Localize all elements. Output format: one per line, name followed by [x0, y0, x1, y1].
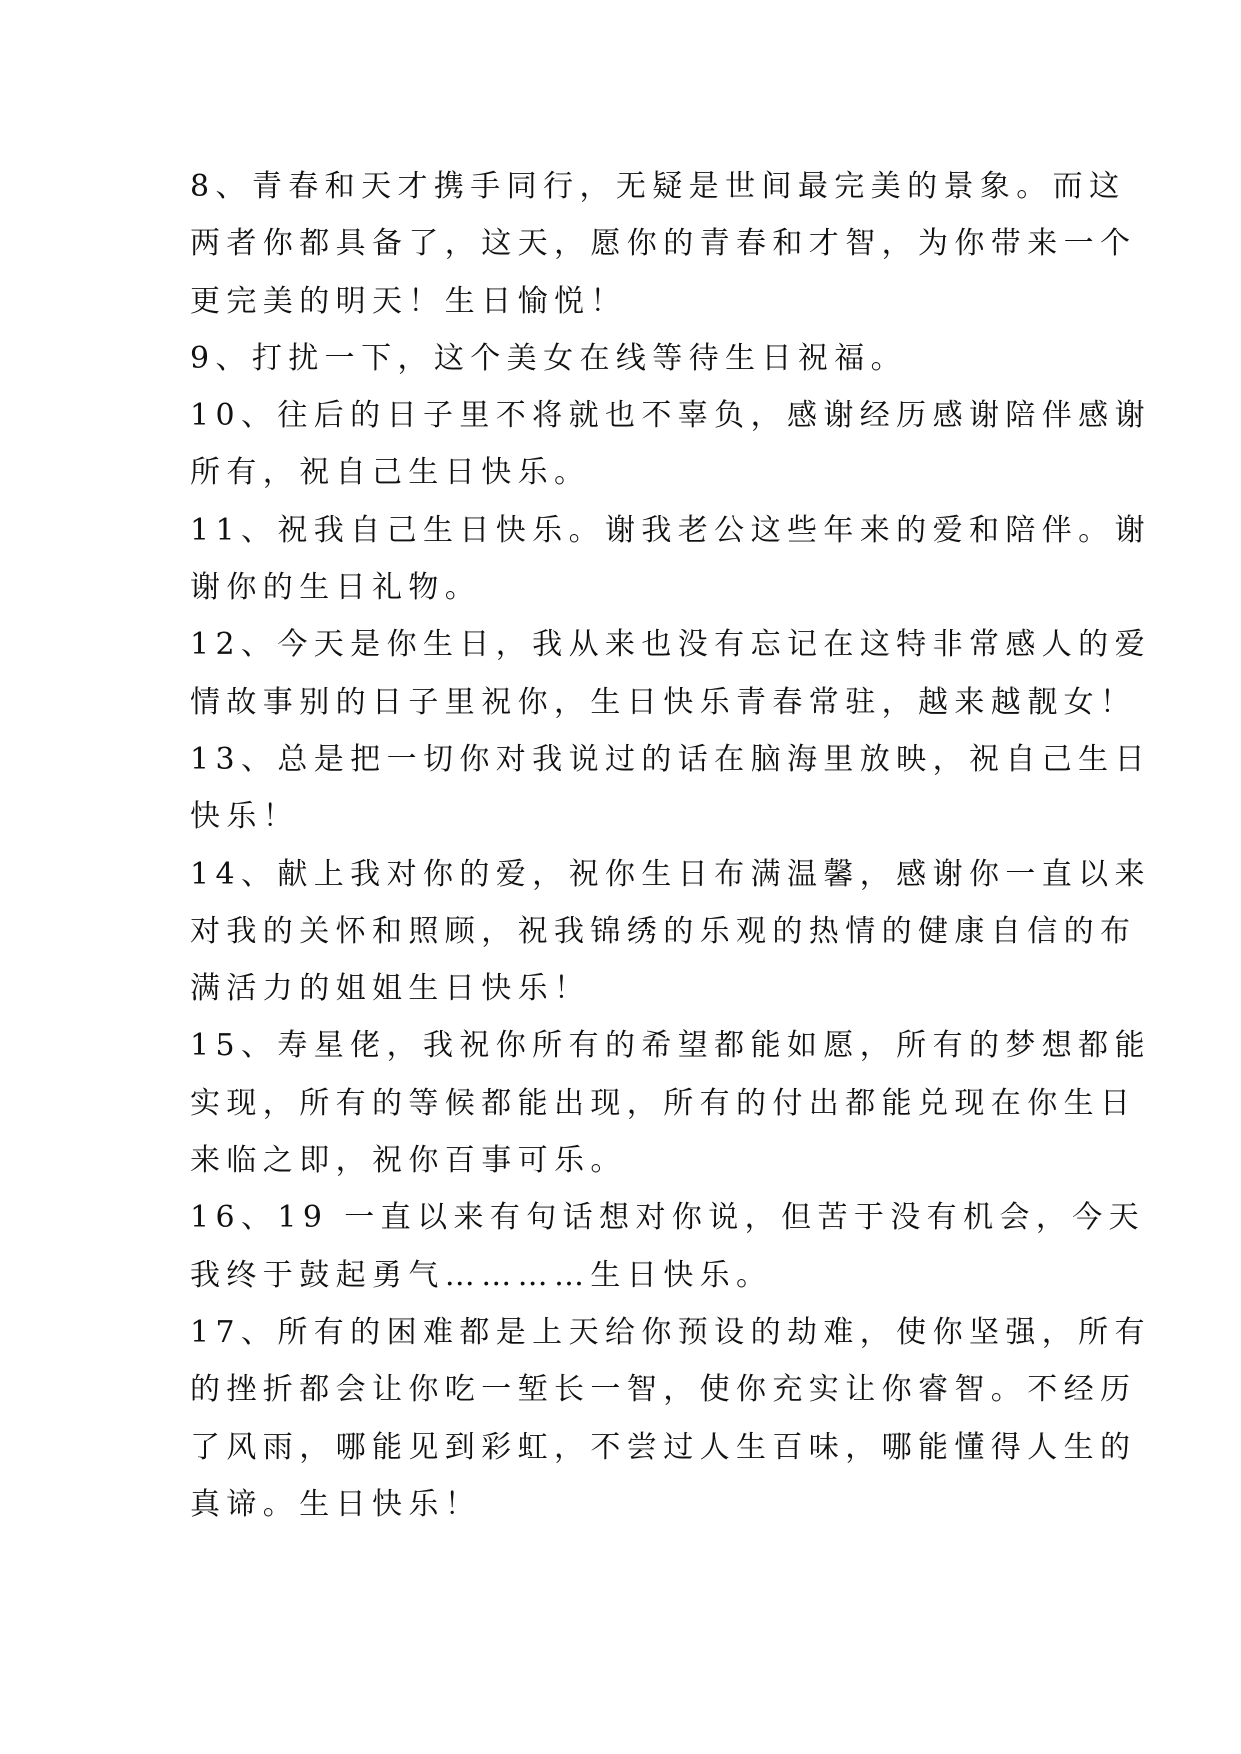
text-line: 两者你都具备了，这天，愿你的青春和才智，为你带来一个 [190, 226, 1137, 262]
paragraph-13 [190, 731, 1151, 846]
text-line: 满活力的姐姐生日快乐！ [190, 971, 591, 1007]
text-line: 的挫折都会让你吃一堑长一智，使你充实让你睿智。不经历 [190, 1372, 1137, 1408]
paragraph-15 [190, 1017, 1151, 1189]
text-line: 对我的关怀和照顾，祝我锦绣的乐观的热情的健康自信的布 [190, 913, 1137, 949]
paragraph-9 [190, 330, 1070, 387]
text-line: 12、今天是你生日，我从来也没有忘记在这特非常感人的爱 [190, 627, 1151, 663]
text-line: 15、寿星佬，我祝你所有的希望都能如愿，所有的梦想都能 [190, 1028, 1151, 1064]
paragraph-8 [190, 158, 1137, 330]
document-body [190, 158, 1151, 1533]
paragraph-14 [190, 846, 1151, 1018]
text-line: 9、打扰一下，这个美女在线等待生日祝福。 [190, 340, 908, 376]
text-line: 了风雨，哪能见到彩虹，不尝过人生百味，哪能懂得人生的 [190, 1429, 1137, 1465]
text-line: 真谛。生日快乐！ [190, 1486, 482, 1522]
paragraph-12 [190, 616, 1151, 731]
text-line: 16、19 一直以来有句话想对你说，但苦于没有机会，今天 [190, 1200, 1146, 1236]
text-line: 我终于鼓起勇气…………生日快乐。 [190, 1257, 773, 1293]
text-line: 14、献上我对你的爱，祝你生日布满温馨，感谢你一直以来 [190, 856, 1151, 892]
paragraph-17 [190, 1304, 1151, 1533]
text-line: 8、青春和天才携手同行，无疑是世间最完美的景象。而这 [190, 169, 1126, 204]
paragraph-11 [190, 502, 1151, 617]
text-line: 11、祝我自己生日快乐。谢我老公这些年来的爱和陪伴。谢 [190, 512, 1151, 548]
text-line: 更完美的明天！生日愉悦！ [190, 283, 627, 319]
paragraph-10 [190, 387, 1151, 502]
text-line: 13、总是把一切你对我说过的话在脑海里放映，祝自己生日 [190, 741, 1151, 777]
text-line: 17、所有的困难都是上天给你预设的劫难，使你坚强，所有 [190, 1314, 1151, 1350]
text-line: 情故事别的日子里祝你，生日快乐青春常驻，越来越靓女！ [190, 684, 1137, 720]
paragraph-16 [190, 1189, 1146, 1304]
text-line: 来临之即，祝你百事可乐。 [190, 1143, 627, 1179]
text-line: 谢你的生日礼物。 [190, 570, 482, 606]
text-line: 10、往后的日子里不将就也不辜负，感谢经历感谢陪伴感谢 [190, 398, 1151, 434]
text-line: 实现，所有的等候都能出现，所有的付出都能兑现在你生日 [190, 1085, 1137, 1121]
text-line: 快乐！ [190, 799, 300, 835]
text-line: 所有，祝自己生日快乐。 [190, 455, 591, 491]
